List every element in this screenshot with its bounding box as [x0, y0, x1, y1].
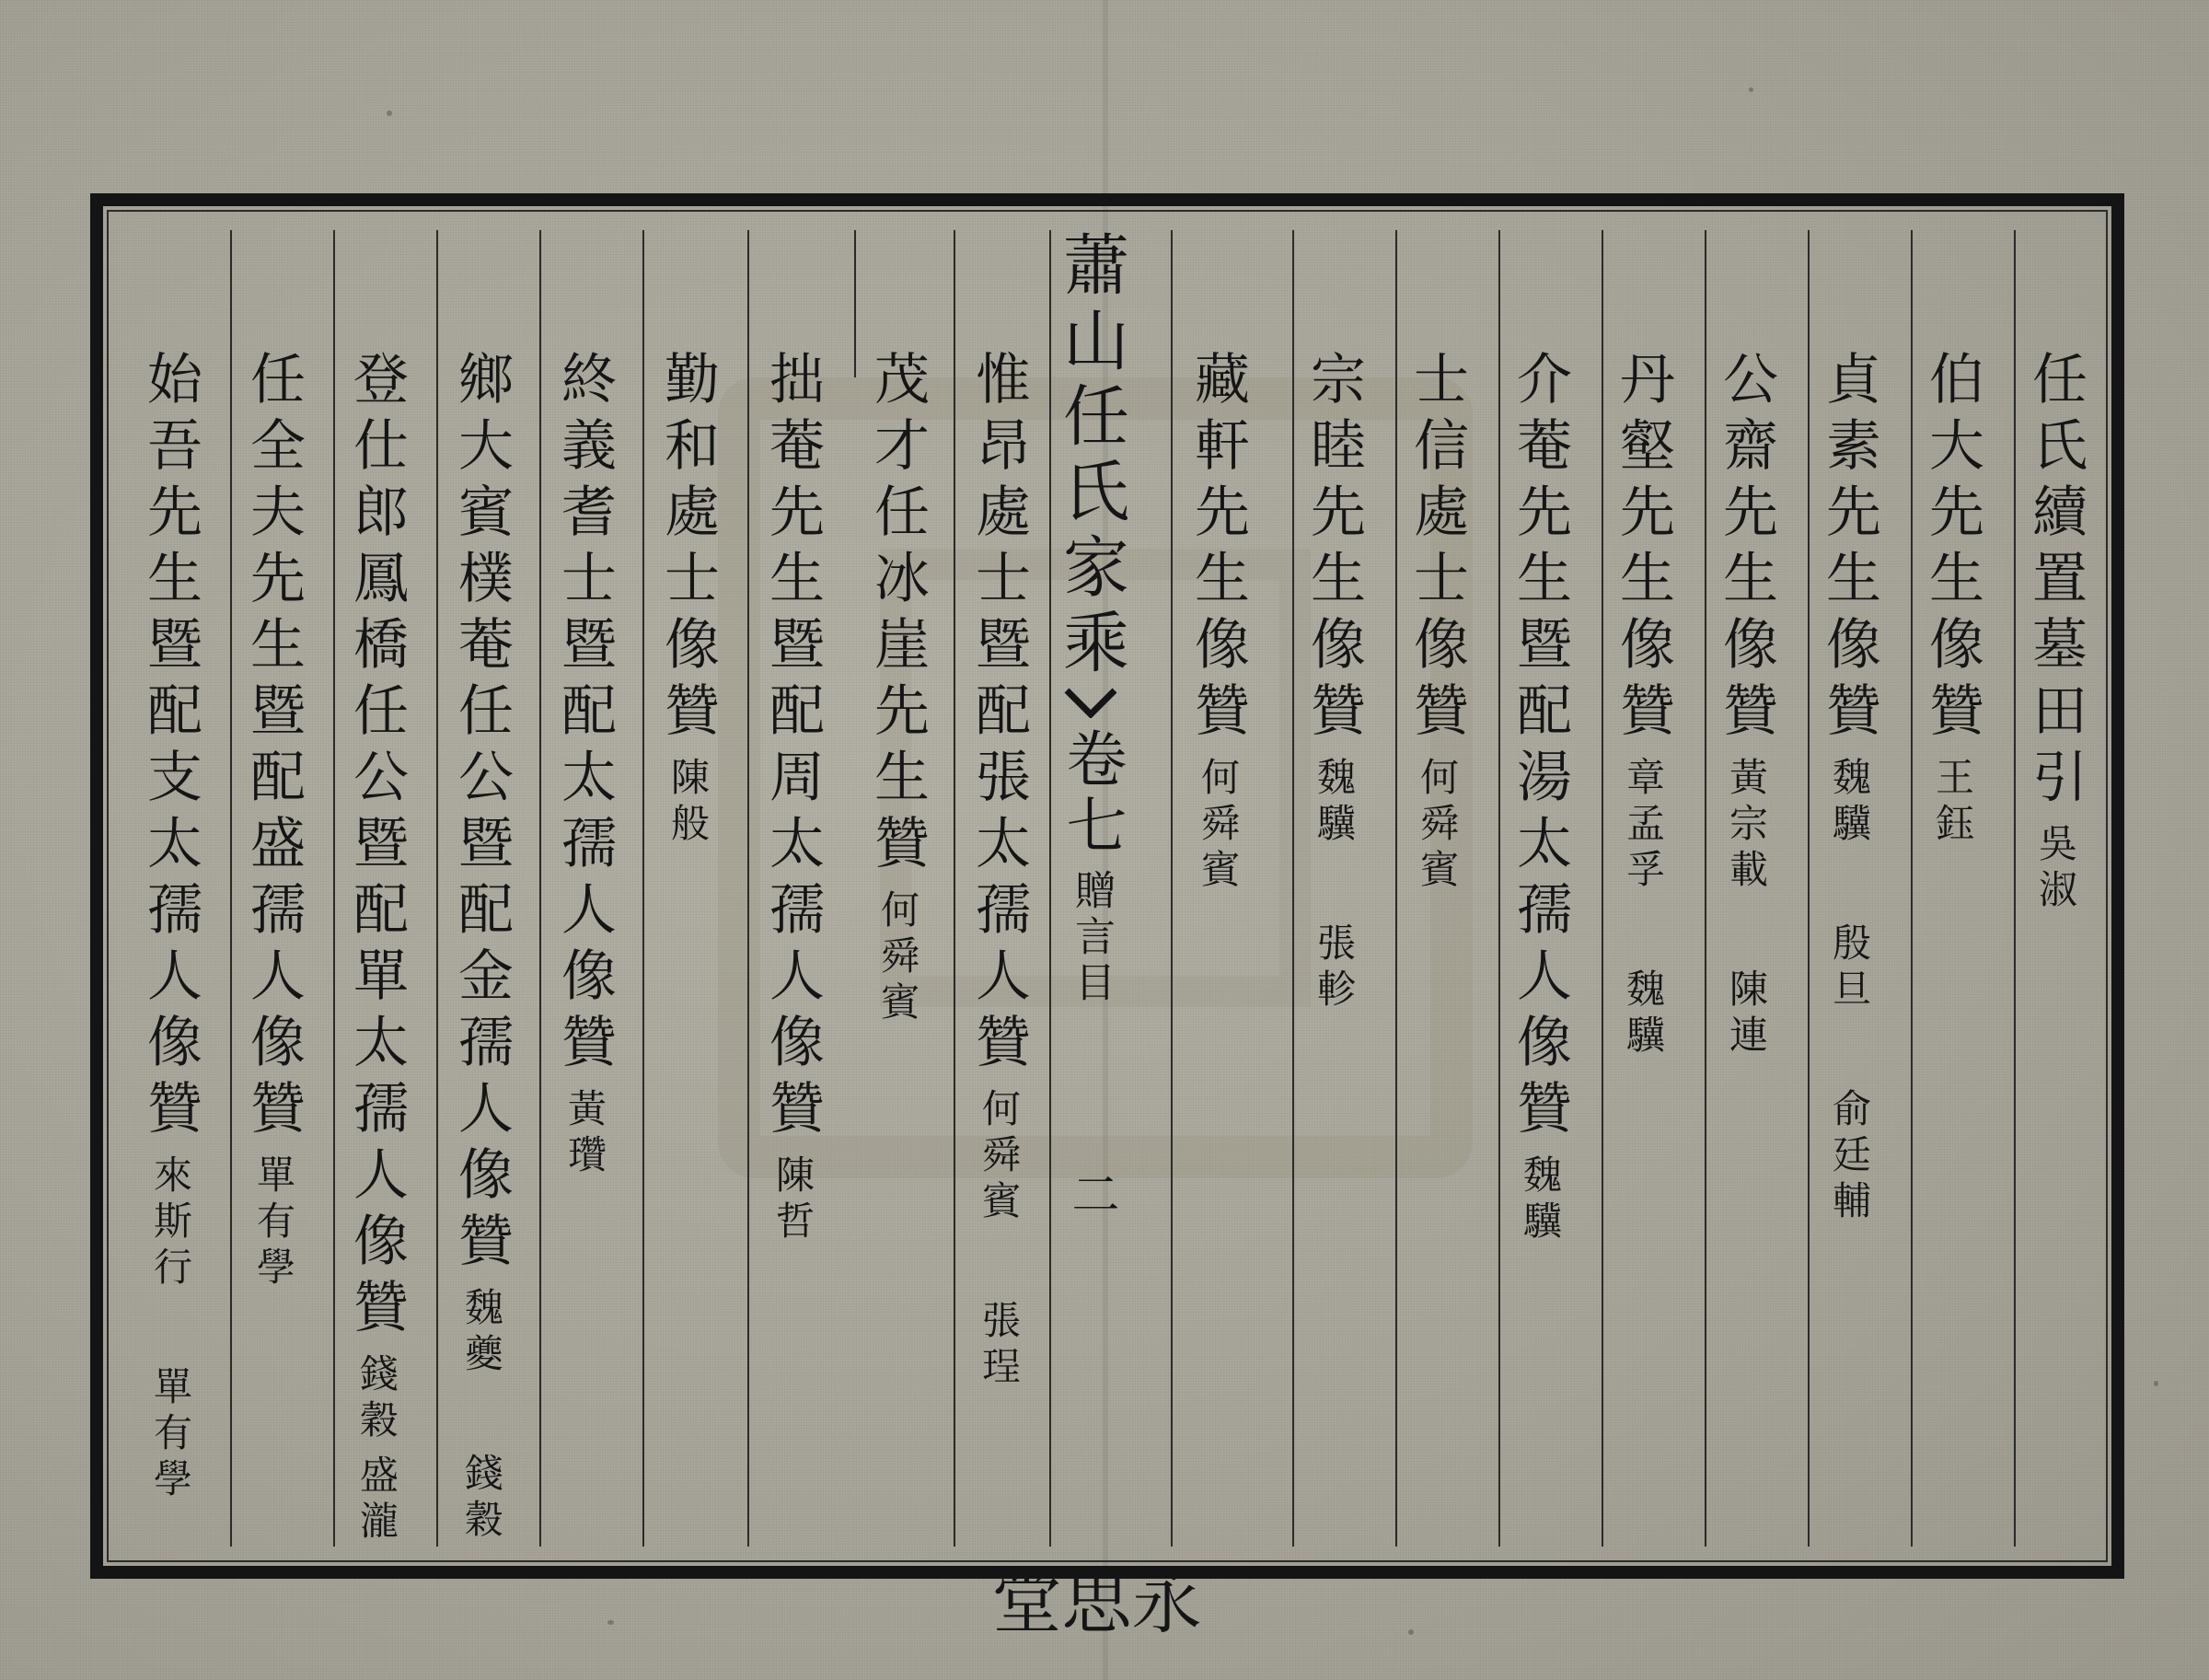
column-rule [436, 230, 438, 1547]
entry-title: 貞素先生像贊 [1817, 350, 1881, 747]
entry-title: 任氏續置墓田引 [2023, 350, 2088, 814]
entry-title: 丹壑先生像贊 [1611, 350, 1675, 747]
paper-speck [387, 110, 392, 116]
entry-author: 俞廷輔 [1827, 1088, 1872, 1226]
entry-author: 陳連 [1724, 968, 1769, 1060]
entry-title: 鄉大賓樸菴任公暨配金孺人像贊 [449, 350, 514, 1278]
entry-title: 惟昂處士暨配張太孺人贊 [966, 350, 1031, 1079]
column-rule [333, 230, 335, 1547]
entry-author: 黃宗載 [1724, 757, 1769, 895]
entry-author: 錢穀 [354, 1353, 399, 1445]
entry-column [131, 350, 210, 1504]
entry-column [753, 350, 832, 1246]
hall-name: 永思堂 [980, 1565, 1202, 1640]
entry-column [2016, 350, 2095, 915]
entry-column [337, 350, 416, 1547]
entry-column [442, 350, 521, 1545]
entry-author: 何舜賓 [875, 889, 920, 1027]
entry-column [1294, 350, 1373, 1014]
paper-speck [1749, 87, 1753, 92]
entry-column [959, 350, 1038, 1392]
entry-column [1706, 350, 1786, 1060]
entry-author: 陳哲 [770, 1154, 815, 1246]
entry-column [1603, 350, 1683, 1060]
volume-label: 卷七 [1056, 727, 1127, 860]
entry-title: 任全夫先生暨配盛孺人像贊 [241, 350, 306, 1145]
paper-speck [607, 1620, 614, 1625]
entry-title: 始吾先生暨配支太孺人像贊 [138, 350, 202, 1145]
entry-title: 勤和處士像贊 [655, 350, 720, 747]
entry-author: 陳般 [665, 757, 711, 849]
entry-author: 殷旦 [1827, 922, 1872, 1014]
entry-author: 章孟孚 [1621, 757, 1666, 895]
entry-author: 何舜賓 [1196, 757, 1241, 895]
column-rule [642, 230, 644, 1547]
entry-title: 茂才任冰崖先生贊 [865, 350, 930, 880]
entry-author: 單有學 [251, 1154, 296, 1292]
entry-author: 吳淑 [2033, 823, 2078, 915]
entry-column [234, 350, 313, 1292]
entry-author: 魏夔 [459, 1287, 504, 1379]
column-rule [1171, 230, 1173, 1547]
column-rule [539, 230, 541, 1547]
entry-column [648, 350, 727, 849]
entry-author: 單有學 [148, 1366, 193, 1504]
section-label: 贈言目 [1068, 869, 1115, 1007]
fish-tail-mark-icon [1063, 687, 1118, 718]
entry-title: 藏軒先生像贊 [1185, 350, 1250, 747]
entry-author: 何舜賓 [977, 1088, 1022, 1226]
entry-author: 魏驥 [1827, 757, 1872, 849]
entry-title: 伯大先生像贊 [1920, 350, 1984, 747]
column-rule [854, 230, 856, 377]
entry-title: 宗睦先生像贊 [1301, 350, 1366, 747]
entry-author: 魏驥 [1621, 968, 1666, 1060]
entry-column [545, 350, 624, 1180]
entry-column [1913, 350, 1992, 849]
entry-author: 何舜賓 [1415, 757, 1460, 895]
paper-speck [2154, 1381, 2158, 1386]
entry-column [1810, 350, 1889, 1226]
entry-title: 登仕郎鳳橋任公暨配單太孺人像贊 [344, 350, 409, 1344]
paper-speck [1408, 1629, 1414, 1635]
entry-column [1178, 350, 1257, 895]
entry-author: 盛瀧 [354, 1454, 399, 1547]
entry-author: 魏驥 [1518, 1154, 1563, 1246]
entry-author: 張軫 [1312, 922, 1357, 1014]
entry-author: 錢穀 [459, 1453, 504, 1545]
entry-column [1500, 350, 1579, 1246]
entry-author: 張珵 [977, 1300, 1022, 1392]
column-rule [230, 230, 232, 1547]
column-rule [747, 230, 749, 1547]
entry-column [858, 350, 937, 1027]
entry-title: 終義耆士暨配太孺人像贊 [552, 350, 617, 1079]
entry-title: 士信處士像贊 [1405, 350, 1469, 747]
entry-title: 拙菴先生暨配周太孺人像贊 [760, 350, 825, 1145]
entry-author: 王鈺 [1930, 757, 1975, 849]
entry-title: 介菴先生暨配湯太孺人像贊 [1508, 350, 1572, 1145]
entry-author: 黃瓚 [562, 1088, 607, 1180]
entry-title: 公齋先生像贊 [1714, 350, 1778, 747]
page-number: 二 [1063, 1169, 1118, 1217]
entry-column [1397, 350, 1476, 895]
book-title: 蕭山任氏家乘 [1052, 230, 1129, 683]
column-rule [954, 230, 955, 1547]
entry-author: 魏驥 [1312, 757, 1357, 849]
entry-author: 來斯行 [148, 1154, 193, 1292]
